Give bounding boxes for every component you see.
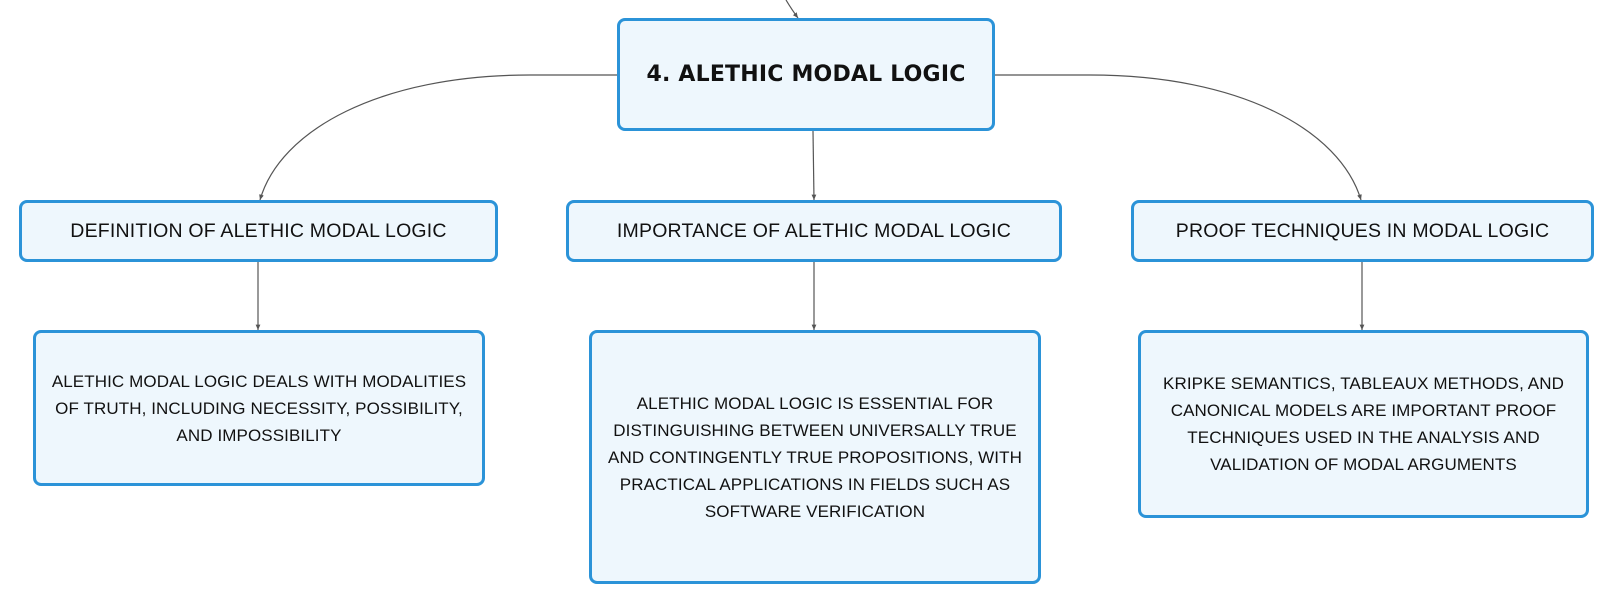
topic-node-importance[interactable] <box>566 200 1062 262</box>
root-topic-node[interactable] <box>617 18 995 131</box>
topic-label-importance: IMPORTANCE OF ALETHIC MODAL LOGIC <box>616 219 1012 242</box>
connector-root-to-importance <box>813 131 814 200</box>
topic-label-definition: DEFINITION OF ALETHIC MODAL LOGIC <box>70 219 447 242</box>
detail-node-proof-techniques[interactable] <box>1138 330 1589 518</box>
topic-node-proof-techniques[interactable] <box>1131 200 1594 262</box>
connector-root-to-proof <box>995 75 1361 200</box>
connector-parent-to-root <box>786 0 798 18</box>
root-topic-label: 4. ALETHIC MODAL LOGIC <box>646 62 966 87</box>
detail-text-importance: ALETHIC MODAL LOGIC IS ESSENTIAL FOR DISTINGUISHING BETWEEN UNIVERSALLY TRUE AND CONTINGENTLY TRUE PROPOSITIONS, WITH PRACTICAL APPLICATIONS IN FIELDS SUCH AS SOFTWARE VERIFICATION <box>608 393 1022 521</box>
topic-node-definition[interactable] <box>19 200 498 262</box>
detail-node-definition[interactable] <box>33 330 485 486</box>
connector-root-to-definition <box>260 75 617 200</box>
detail-text-definition: ALETHIC MODAL LOGIC DEALS WITH MODALITIES OF TRUTH, INCLUDING NECESSITY, POSSIBILITY, AND IMPOSSIBILITY <box>51 371 467 445</box>
topic-label-proof-techniques: PROOF TECHNIQUES IN MODAL LOGIC <box>1175 219 1550 242</box>
detail-text-proof-techniques: KRIPKE SEMANTICS, TABLEAUX METHODS, AND CANONICAL MODELS ARE IMPORTANT PROOF TECHNIQUES USED IN THE ANALYSIS AND VALIDATION OF MODAL ARGUMENTS <box>1163 374 1564 474</box>
detail-node-importance[interactable] <box>589 330 1041 584</box>
